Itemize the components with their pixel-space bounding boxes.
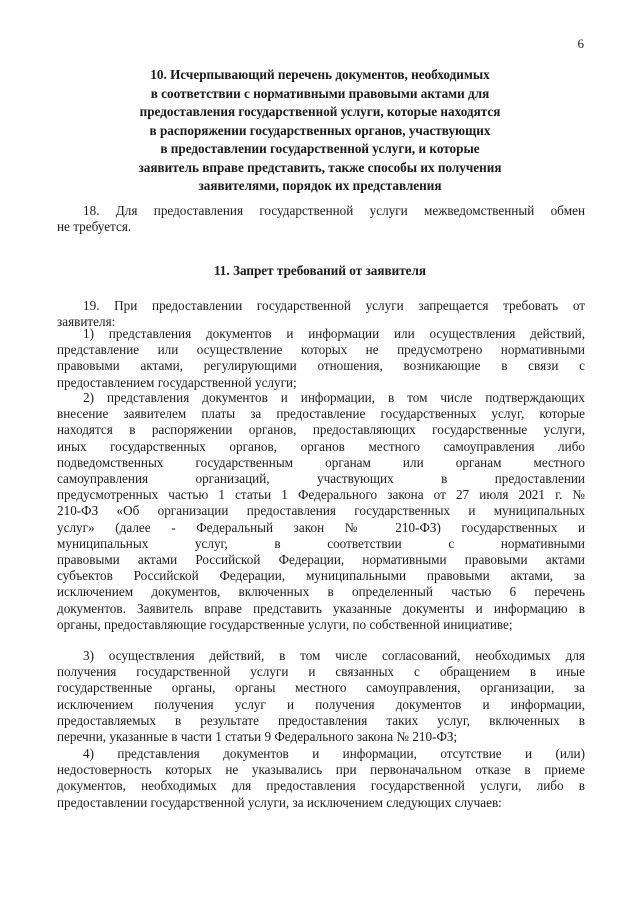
paragraph-line: получения государственной услуги и связанных с обращением в иные: [57, 664, 585, 680]
paragraph-line: муниципальных услуг, в соответствии с нормативными: [57, 535, 585, 551]
paragraph-line: 18. Для предоставления государственной услуги межведомственный обмен: [83, 203, 585, 218]
paragraph-19-item-1: [57, 326, 585, 391]
section-11-heading-line: 11. Запрет требований от заявителя: [213, 263, 427, 278]
paragraph-line: не требуется.: [57, 219, 132, 235]
paragraph-line: 210-ФЗ «Об организации предоставления государственных и муниципальных: [57, 503, 585, 519]
paragraph-line: 4) представления документов и информации, отсутствие и (или): [83, 746, 585, 761]
paragraph-line: исключением документов, включенных в определенный частью 6 перечень: [57, 584, 585, 600]
section-10-heading-line: заявитель вправе представить, также способы их получения: [138, 159, 502, 175]
paragraph-line: органы, предоставляющие государственные услуги, по собственной инициативе;: [57, 616, 513, 632]
paragraph-line: внесение заявителем платы за предоставление государственных услуг, которые: [57, 406, 585, 422]
paragraph-line: самоуправления организаций, участвующих в предоставлении: [57, 471, 585, 487]
paragraph-line: находятся в распоряжении органов, предоставляющих государственные услуги,: [57, 422, 585, 438]
section-10-heading-line: в предоставлении государственной услуги, и которые: [160, 141, 480, 156]
section-10-heading-line: 10. Исчерпывающий перечень документов, необходимых: [150, 67, 490, 82]
paragraph-19-item-2: [57, 390, 585, 633]
paragraph-line: правовыми актами, регулирующими отношения, возникающие в связи с: [57, 358, 585, 374]
paragraph-line: перечни, указанные в части 1 статьи 9 Федерального закона № 210-ФЗ;: [57, 729, 458, 745]
paragraph-line: 2) представления документов и информации, в том числе подтверждающих: [83, 390, 585, 405]
paragraph-line: правовыми актами Российской Федерации, нормативными правовыми актами: [57, 552, 585, 568]
paragraph-line: заявителя:: [57, 314, 116, 330]
paragraph-19-item-3: [57, 648, 585, 745]
paragraph-line: недостоверность которых не указывались при первоначальном отказе в приеме: [57, 762, 585, 778]
paragraph-line: услуг» (далее - Федеральный закон № 210-ФЗ) государственных и: [57, 519, 585, 535]
section-10-heading-line: в распоряжении государственных органов, участвующих: [149, 122, 491, 138]
paragraph-line: документов, необходимых для предоставления государственной услуги, либо в: [57, 778, 585, 794]
paragraph-line: исключением получения услуг и получения документов и информации,: [57, 696, 585, 712]
section-10-heading-line: в соответствии с нормативными правовыми актами для: [150, 85, 490, 101]
paragraph-line: предоставляемых в результате предоставления таких услуг, включенных в: [57, 712, 585, 728]
paragraph-line: 1) представления документов и информации или осуществления действий,: [83, 326, 585, 341]
paragraph-line: иных государственных органов, органов местного самоуправления либо: [57, 438, 585, 454]
paragraph-line: субъектов Российской Федерации, муниципальными правовыми актами, за: [57, 568, 585, 584]
paragraph-line: предусмотренных частью 1 статьи 1 Федерального закона от 27 июля 2021 г. №: [57, 487, 585, 503]
paragraph-line: 3) осуществления действий, в том числе согласований, необходимых для: [83, 648, 585, 663]
paragraph-18: [57, 203, 585, 235]
paragraph-line: предоставлением государственной услуги;: [57, 374, 297, 390]
paragraph-19-item-4: [57, 746, 585, 811]
page-number: 6: [577, 36, 584, 51]
section-10-heading-line: заявителями, порядок их представления: [198, 178, 442, 193]
section-11-heading: [60, 262, 580, 281]
paragraph-line: представление или осуществление которых не предусмотрено нормативными: [57, 342, 585, 358]
paragraph-line: документов. Заявитель вправе представить указанные документы и информацию в: [57, 600, 585, 616]
paragraph-line: 19. При предоставлении государственной услуги запрещается требовать от: [83, 298, 585, 313]
paragraph-line: подведомственных государственным органам или органам местного: [57, 454, 585, 470]
section-10-heading: [60, 66, 580, 196]
paragraph-line: предоставлении государственной услуги, за исключением следующих случаев:: [57, 794, 502, 810]
paragraph-line: государственные органы, органы местного самоуправления, организации, за: [57, 680, 585, 696]
section-10-heading-line: предоставления государственной услуги, которые находятся: [139, 104, 501, 119]
